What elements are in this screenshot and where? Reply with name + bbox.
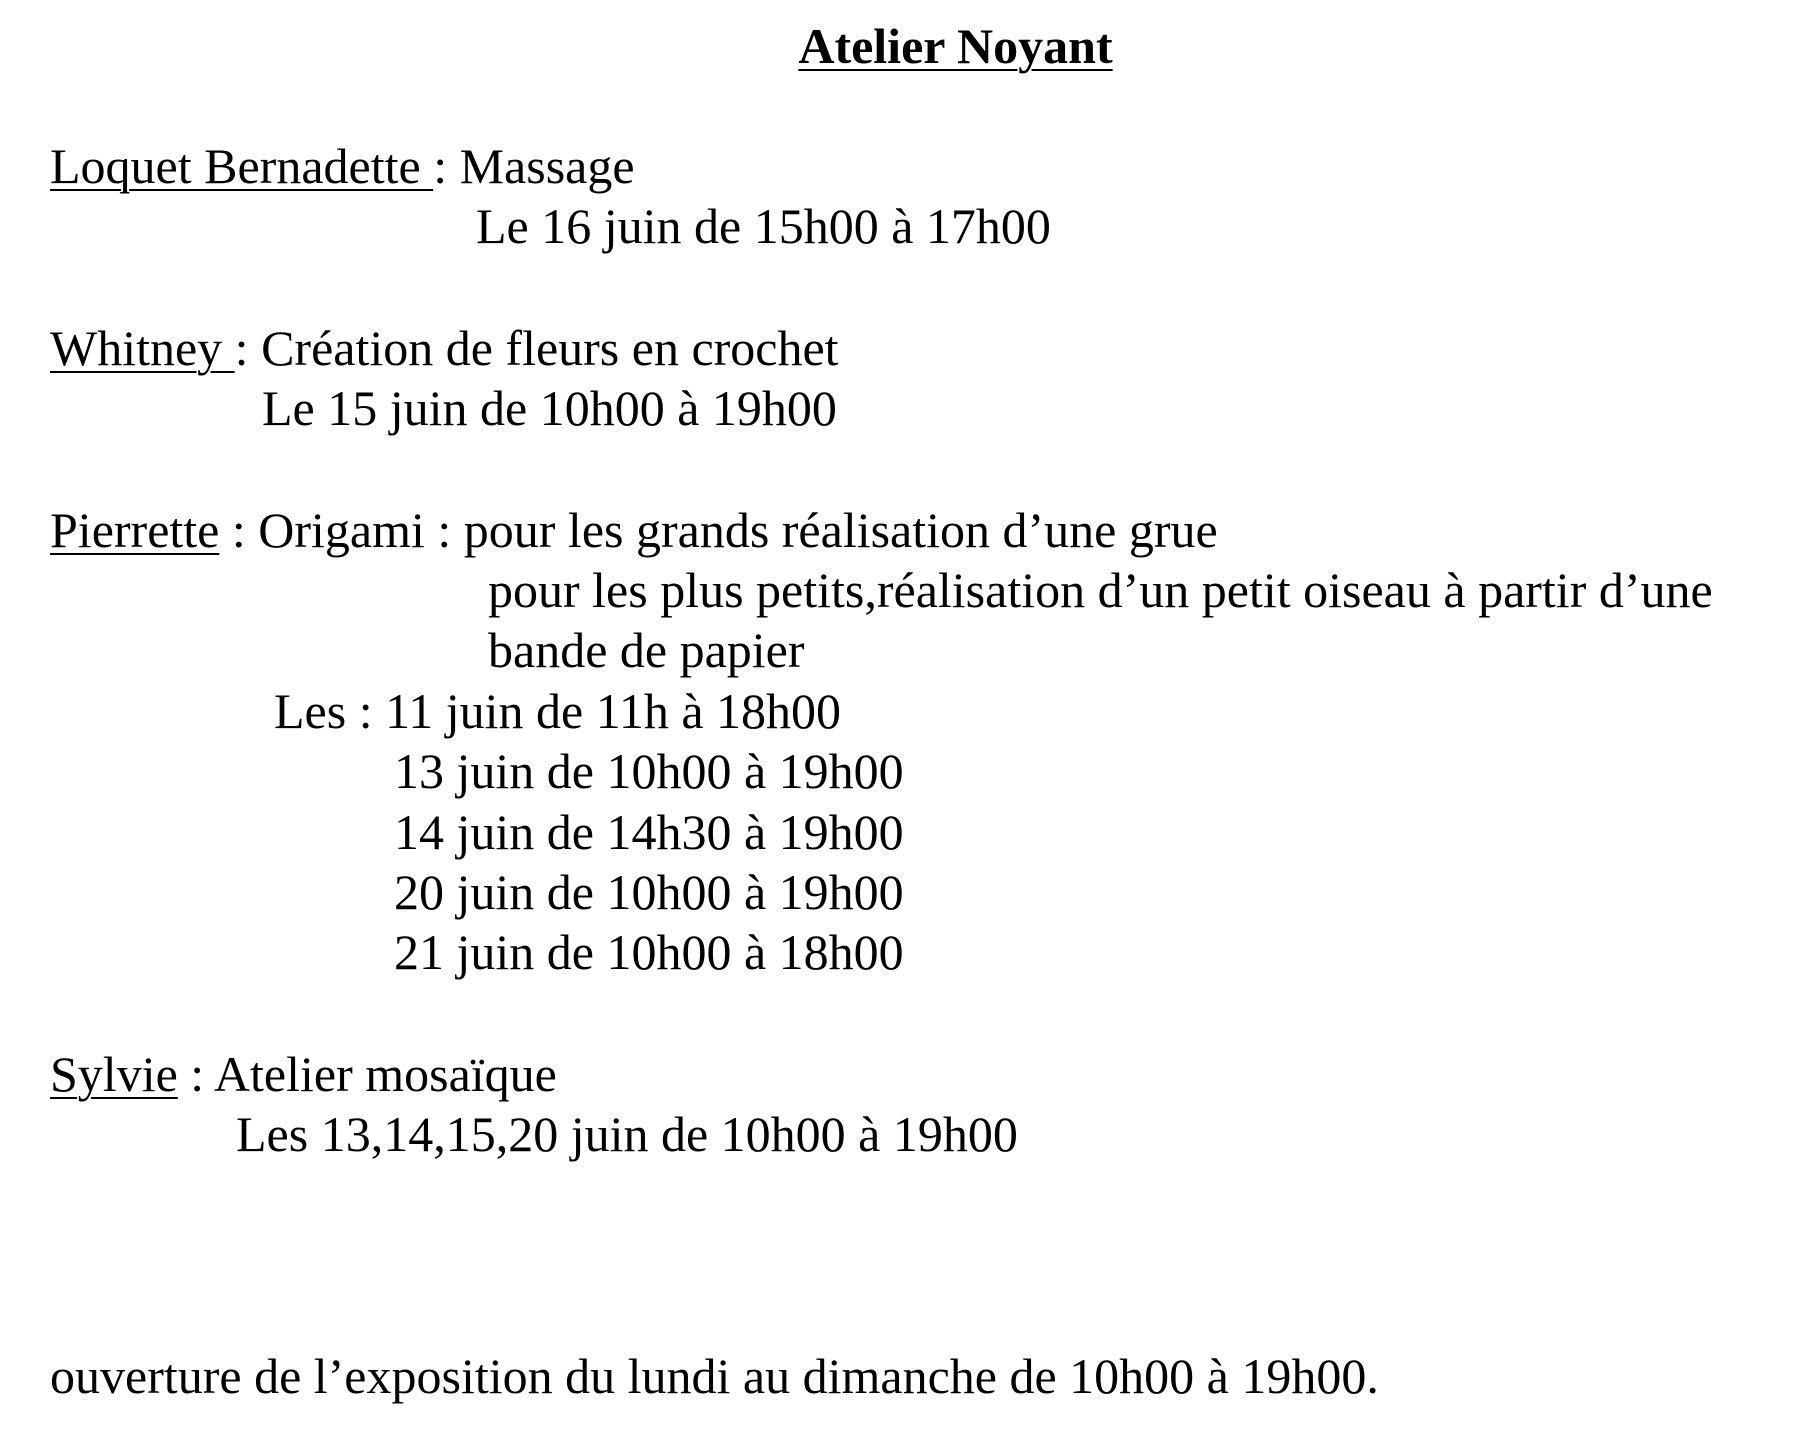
atelier-activity: : Origami : pour les grands réalisation d’une grue	[219, 502, 1218, 558]
atelier-detail-line: bande de papier	[488, 622, 805, 678]
atelier-activity: : Massage	[433, 138, 635, 194]
atelier-schedule-line: 14 juin de 14h30 à 19h00	[394, 804, 904, 860]
atelier-entry-sylvie	[50, 1044, 557, 1104]
atelier-schedule-line: Le 16 juin de 15h00 à 17h00	[476, 198, 1051, 254]
atelier-schedule-line: 13 juin de 10h00 à 19h00	[394, 743, 904, 799]
atelier-entry-loquet	[50, 136, 635, 196]
exhibition-opening-hours: ouverture de l’exposition du lundi au dimanche de 10h00 à 19h00.	[50, 1348, 1379, 1404]
page-title: Atelier Noyant	[798, 18, 1113, 74]
atelier-schedule-line: Les 13,14,15,20 juin de 10h00 à 19h00	[236, 1106, 1018, 1162]
atelier-schedule-line: Le 15 juin de 10h00 à 19h00	[262, 380, 837, 436]
atelier-host-name: Pierrette	[50, 502, 220, 558]
atelier-host-name: Sylvie	[50, 1046, 178, 1102]
atelier-schedule-line: 21 juin de 10h00 à 18h00	[394, 924, 904, 980]
atelier-host-name: Whitney	[50, 320, 235, 376]
atelier-activity: : Atelier mosaïque	[177, 1046, 557, 1102]
atelier-entry-whitney	[50, 318, 839, 378]
atelier-schedule-line: Les : 11 juin de 11h à 18h00	[274, 683, 842, 739]
atelier-entry-pierrette	[50, 500, 1218, 560]
atelier-schedule-line: 20 juin de 10h00 à 19h00	[394, 864, 904, 920]
atelier-activity: : Création de fleurs en crochet	[234, 320, 839, 376]
atelier-detail-line: pour les plus petits,réalisation d’un petit oiseau à partir d’une	[488, 562, 1713, 618]
atelier-host-name: Loquet Bernadette	[50, 138, 434, 194]
